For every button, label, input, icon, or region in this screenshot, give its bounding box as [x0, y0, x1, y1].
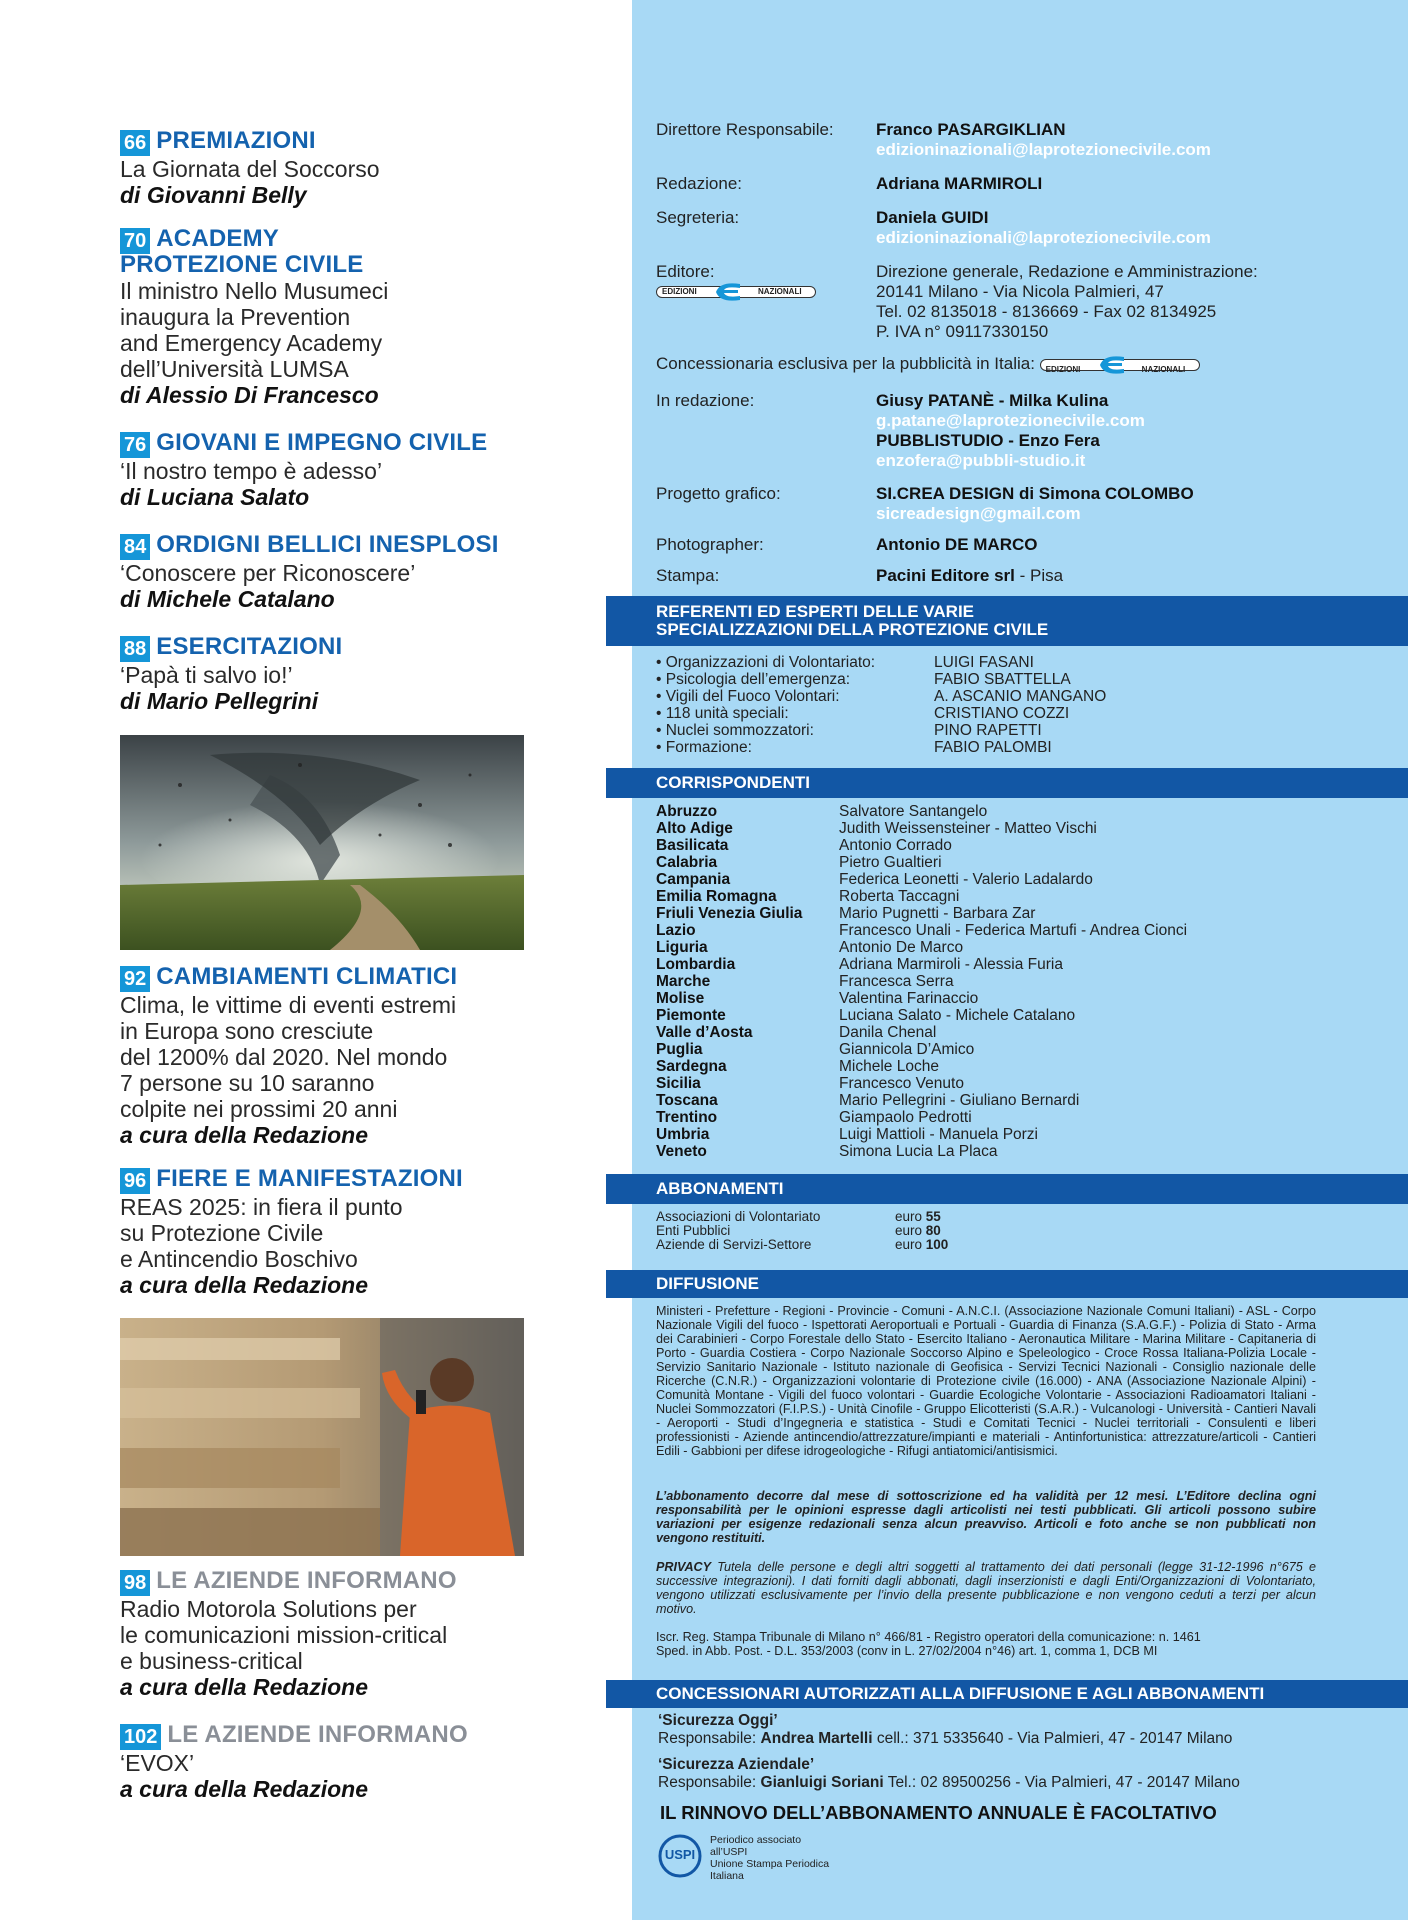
toc-entry-title: LE AZIENDE INFORMANO — [167, 1721, 468, 1748]
toc-entry-description: del 1200% dal 2020. Nel mondo — [120, 1044, 448, 1070]
toc-entry-description: su Protezione Civile — [120, 1220, 324, 1246]
toc-entry-description: 7 persone su 10 saranno — [120, 1070, 375, 1096]
toc-entry[interactable] — [120, 1722, 540, 1802]
toc-entry-description: le comunicazioni mission-critical — [120, 1622, 448, 1648]
inredazione-email2[interactable]: enzofera@pubbli-studio.it — [876, 451, 1086, 470]
toc-entry-title: ACADEMY — [156, 225, 279, 252]
referente-area: • Vigili del Fuoco Volontari: — [656, 688, 840, 705]
corrispondente-name: Luigi Mattioli - Manuela Porzi — [839, 1126, 1039, 1143]
toc-entry-heading — [120, 1722, 540, 1750]
direttore-label: Direttore Responsabile: — [656, 120, 834, 139]
toc-entry-heading — [120, 1568, 540, 1596]
corrispondente-name: Antonio Corrado — [839, 837, 952, 854]
corrispondente-region: Abruzzo — [656, 803, 718, 820]
referente-name: FABIO PALOMBI — [934, 739, 1052, 756]
corrispondente-name: Federica Leonetti - Valerio Ladalardo — [839, 871, 1093, 888]
disclaimer-text: L’abbonamento decorre dal mese di sottoscrizione ed ha validità per 12 mesi. L’Editore declina ogni responsabilità per le opinioni espresse dagli articolisti nei testi pubblicati. Gli articoli possono subire variazioni per esigenze redazionali senza alcun preavviso. Articoli e foto anche se non pubblicati non vengono restituiti. — [656, 1489, 1316, 1545]
toc-entry-title: FIERE E MANIFESTAZIONI — [156, 1165, 463, 1192]
toc-entry-title: LE AZIENDE INFORMANO — [156, 1567, 457, 1594]
toc-entry-author: di Michele Catalano — [120, 586, 335, 612]
concessionari-header — [606, 1680, 1408, 1708]
storm-photo — [120, 735, 524, 950]
abbonamenti-title: ABBONAMENTI — [656, 1179, 784, 1198]
corrispondente-region: Calabria — [656, 854, 718, 871]
toc-entry-description: e business-critical — [120, 1648, 303, 1674]
editore-block — [876, 262, 1258, 342]
photographer-label: Photographer: — [656, 535, 764, 554]
corrispondente-region: Alto Adige — [656, 820, 733, 837]
progetto-block — [876, 484, 1194, 524]
toc-entry[interactable] — [120, 226, 540, 408]
concessionario-contact: Tel.: 02 89500256 - Via Palmieri, 47 - 20147 Milano — [883, 1774, 1240, 1791]
concessionari-title: CONCESSIONARI AUTORIZZATI ALLA DIFFUSIONE E AGLI ABBONAMENTI — [656, 1684, 1265, 1703]
segreteria-email[interactable]: edizioninazionali@laprotezionecivile.com — [876, 228, 1211, 247]
direttore-block — [876, 120, 1211, 160]
uspi-line: Italiana — [710, 1870, 744, 1882]
toc-entry-title: ORDIGNI BELLICI INESPLOSI — [156, 531, 499, 558]
diffusione-header — [606, 1270, 1408, 1298]
page-number-badge: 102 — [120, 1724, 161, 1750]
page-number-badge: 70 — [120, 228, 150, 254]
corrispondente-region: Veneto — [656, 1143, 707, 1160]
redazione-name: Adriana MARMIROLI — [876, 174, 1043, 193]
toc-entry-heading — [120, 430, 540, 458]
toc-entry-author: di Giovanni Belly — [120, 182, 307, 208]
abbonamento-price — [895, 1238, 948, 1252]
toc-entry-heading — [120, 128, 540, 156]
toc-entry-author: a cura della Redazione — [120, 1776, 368, 1802]
concessionario-2 — [658, 1756, 1240, 1792]
referenti-title-line1: REFERENTI ED ESPERTI DELLE VARIE — [656, 602, 975, 621]
corrispondente-region: Emilia Romagna — [656, 888, 777, 905]
redazione-block — [876, 174, 1042, 194]
editore-logo — [656, 283, 820, 301]
price-value: 100 — [925, 1237, 949, 1252]
referente-name: CRISTIANO COZZI — [934, 705, 1070, 722]
concessionario-1 — [658, 1712, 1232, 1748]
concessionaria-logo — [1040, 356, 1204, 374]
corrispondente-name: Roberta Taccagni — [839, 888, 960, 905]
toc-entry-title: ESERCITAZIONI — [156, 633, 343, 660]
corrispondente-region: Lombardia — [656, 956, 736, 973]
abbonamenti-prices — [895, 1210, 948, 1252]
corrispondenti-header — [606, 768, 1408, 798]
toc-entry-description: ‘EVOX’ — [120, 1750, 195, 1776]
direttore-email[interactable]: edizioninazionali@laprotezionecivile.com — [876, 140, 1211, 159]
abbonamento-price — [895, 1224, 948, 1238]
corrispondente-region: Basilicata — [656, 837, 729, 854]
toc-entry-author: di Alessio Di Francesco — [120, 382, 379, 408]
progetto-name: SI.CREA DESIGN di Simona COLOMBO — [876, 484, 1194, 503]
price-value: 55 — [925, 1209, 941, 1224]
toc-entry-title: CAMBIAMENTI CLIMATICI — [156, 963, 458, 990]
abbonamento-type: Associazioni di Volontariato — [656, 1209, 821, 1224]
referente-area: • Psicologia dell’emergenza: — [656, 671, 851, 688]
corrispondente-region: Campania — [656, 871, 731, 888]
toc-entry-author: a cura della Redazione — [120, 1674, 368, 1700]
toc-entry-description: ‘Conoscere per Riconoscere’ — [120, 560, 416, 586]
uspi-line: Unione Stampa Periodica — [710, 1858, 830, 1870]
editore-line: Direzione generale, Redazione e Amministrazione: — [876, 262, 1258, 281]
corrispondente-name: Mario Pellegrini - Giuliano Bernardi — [839, 1092, 1080, 1109]
toc-entry-description: ‘Papà ti salvo io!’ — [120, 662, 293, 688]
corrispondente-region: Trentino — [656, 1109, 718, 1126]
progetto-label: Progetto grafico: — [656, 484, 781, 503]
page-number-badge: 92 — [120, 966, 150, 992]
toc-entry-description: La Giornata del Soccorso — [120, 156, 380, 182]
toc-entry-title: PROTEZIONE CIVILE — [120, 251, 364, 278]
toc-entry-description: dell’Università LUMSA — [120, 356, 349, 382]
toc-entry-heading — [120, 532, 540, 560]
toc-entry-author: a cura della Redazione — [120, 1272, 368, 1298]
referenti-header — [606, 596, 1408, 646]
corrispondente-name: Giampaolo Pedrotti — [839, 1109, 972, 1126]
abbonamento-price — [895, 1210, 948, 1224]
toc-entry[interactable] — [120, 1568, 540, 1700]
abbonamenti-keys — [656, 1210, 820, 1252]
abbonamento-type: Aziende di Servizi-Settore — [656, 1237, 812, 1252]
toc-entry-heading — [120, 226, 540, 278]
referente-area: • Formazione: — [656, 739, 752, 756]
logo-text-right: NAZIONALI — [758, 287, 802, 296]
stampa-city: - Pisa — [1014, 566, 1064, 585]
corrispondente-name: Francesco Unali - Federica Martufi - Andrea Cionci — [839, 922, 1188, 939]
toc-entry[interactable] — [120, 430, 540, 510]
toc-entry-description: in Europa sono cresciute — [120, 1018, 374, 1044]
logo-text-left: EDIZIONI — [1045, 364, 1081, 374]
corrispondente-region: Piemonte — [656, 1007, 726, 1024]
referenti-title-line2: SPECIALIZZAZIONI DELLA PROTEZIONE CIVILE — [656, 620, 1049, 639]
privacy-body: Tutela delle persone e degli altri soggetti al trattamento dei dati personali (legge 31-12-1996 n°675 e successive integrazioni). I dati forniti dagli abbonati, dagli inserzionisti e dagli Enti/Organizzazioni di Volontariato, vengono utilizzati esclusivamente per l’invio della presente pubblicazione e non vengono ceduti a terzi per alcun motivo. — [656, 1560, 1316, 1616]
toc-entry-author: a cura della Redazione — [120, 1122, 368, 1148]
corrispondenti-regions — [656, 803, 802, 1160]
privacy-label: PRIVACY — [656, 1560, 712, 1574]
referente-name: PINO RAPETTI — [934, 722, 1042, 739]
diffusione-title: DIFFUSIONE — [656, 1274, 759, 1293]
corrispondente-name: Adriana Marmiroli - Alessia Furia — [839, 956, 1063, 973]
concessionario-name: ‘Sicurezza Aziendale’ — [658, 1756, 815, 1773]
referente-name: LUIGI FASANI — [934, 654, 1034, 671]
referente-area: • Nuclei sommozzatori: — [656, 722, 814, 739]
segreteria-label: Segreteria: — [656, 208, 740, 227]
toc-entry[interactable] — [120, 634, 540, 714]
concessionaria-label: Concessionaria esclusiva per la pubblicità in Italia: — [656, 354, 1035, 373]
uspi-text — [710, 1834, 829, 1882]
toc-entry-description: Il ministro Nello Musumeci — [120, 278, 389, 304]
toc-entry-title: PREMIAZIONI — [156, 127, 316, 154]
price-value: 80 — [925, 1223, 941, 1238]
referente-area: • 118 unità speciali: — [656, 705, 789, 722]
page-number-badge: 66 — [120, 130, 150, 156]
corrispondente-name: Giannicola D’Amico — [839, 1041, 975, 1058]
concessionaria-line — [656, 354, 1204, 374]
inredazione-email1[interactable]: g.patane@laprotezionecivile.com — [876, 411, 1145, 430]
inredazione-name1: Giusy PATANÈ - Milka Kulina — [876, 391, 1109, 410]
concessionario-person: Andrea Martelli — [760, 1730, 873, 1747]
toc-entry-description: ‘Il nostro tempo è adesso’ — [120, 458, 383, 484]
corrispondente-name: Judith Weissensteiner - Matteo Vischi — [839, 820, 1097, 837]
corrispondenti-names — [839, 803, 1187, 1160]
corrispondente-region: Sardegna — [656, 1058, 727, 1075]
abbonamento-type: Enti Pubblici — [656, 1223, 731, 1238]
logo-text-left: EDIZIONI — [662, 287, 697, 296]
referenti-values — [934, 654, 1106, 756]
page-number-badge: 98 — [120, 1570, 150, 1596]
toc-entry[interactable] — [120, 532, 540, 612]
corrispondente-region: Valle d’Aosta — [656, 1024, 753, 1041]
inredazione-name2: PUBBLISTUDIO - Enzo Fera — [876, 431, 1100, 450]
toc-entry-description: Clima, le vittime di eventi estremi — [120, 992, 457, 1018]
corrispondente-name: Francesca Serra — [839, 973, 954, 990]
corrispondente-name: Salvatore Santangelo — [839, 803, 988, 820]
page-number-badge: 76 — [120, 432, 150, 458]
uspi-logo — [658, 1834, 702, 1878]
corrispondente-name: Simona Lucia La Placa — [839, 1143, 998, 1160]
registration-text — [656, 1630, 1316, 1658]
referenti-keys — [656, 654, 875, 756]
toc-entry-heading — [120, 634, 540, 662]
corrispondente-region: Marche — [656, 973, 711, 990]
editore-logo-icon — [1094, 354, 1134, 376]
corrispondenti-title: CORRISPONDENTI — [656, 773, 810, 792]
toc-entry-author: di Luciana Salato — [120, 484, 310, 510]
concessionario-name: ‘Sicurezza Oggi’ — [658, 1712, 778, 1729]
corrispondente-name: Francesco Venuto — [839, 1075, 964, 1092]
page-number-badge: 84 — [120, 534, 150, 560]
toc-entry-heading — [120, 1166, 540, 1194]
toc-entry-heading — [120, 964, 540, 992]
editore-line: P. IVA n° 09117330150 — [876, 322, 1049, 341]
corrispondente-region: Lazio — [656, 922, 696, 939]
uspi-line: Periodico associato — [710, 1834, 802, 1846]
toc-entry[interactable] — [120, 964, 540, 1148]
currency-label: euro — [895, 1223, 926, 1238]
corrispondente-name: Danila Chenal — [839, 1024, 937, 1041]
toc-entry-author: di Mario Pellegrini — [120, 688, 319, 714]
photographer-name: Antonio DE MARCO — [876, 535, 1038, 554]
toc-entry-title: GIOVANI E IMPEGNO CIVILE — [156, 429, 488, 456]
corrispondente-name: Antonio De Marco — [839, 939, 964, 956]
editore-line: Tel. 02 8135018 - 8136669 - Fax 02 8134925 — [876, 302, 1217, 321]
corrispondente-name: Luciana Salato - Michele Catalano — [839, 1007, 1076, 1024]
corrispondente-region: Umbria — [656, 1126, 710, 1143]
photographer-block — [876, 535, 1037, 555]
logo-text-right: NAZIONALI — [1141, 364, 1186, 374]
currency-label: euro — [895, 1237, 926, 1252]
corrispondente-region: Sicilia — [656, 1075, 701, 1092]
stampa-block — [876, 566, 1063, 586]
referente-name: A. ASCANIO MANGANO — [934, 688, 1107, 705]
concessionario-contact: cell.: 371 5335640 - Via Palmieri, 47 - 20147 Milano — [872, 1730, 1233, 1747]
registration-line: Sped. in Abb. Post. - D.L. 353/2003 (conv in L. 27/02/2004 n°46) art. 1, comma 1, DCB MI — [656, 1644, 1158, 1658]
toc-entry-description: e Antincendio Boschivo — [120, 1246, 358, 1272]
referente-name: FABIO SBATTELLA — [934, 671, 1071, 688]
referente-area: • Organizzazioni di Volontariato: — [656, 654, 876, 671]
redazione-label: Redazione: — [656, 174, 743, 193]
currency-label: euro — [895, 1209, 926, 1224]
progetto-email[interactable]: sicreadesign@gmail.com — [876, 504, 1081, 523]
editore-label: Editore: — [656, 262, 715, 281]
editore-line: 20141 Milano - Via Nicola Palmieri, 47 — [876, 282, 1164, 301]
registration-line: Iscr. Reg. Stampa Tribunale di Milano n° 466/81 - Registro operatori della comunicazione: n. 1461 — [656, 1630, 1201, 1644]
toc-entry-description: Radio Motorola Solutions per — [120, 1596, 417, 1622]
segreteria-block — [876, 208, 1211, 248]
rinnovo-notice: IL RINNOVO DELL’ABBONAMENTO ANNUALE È FACOLTATIVO — [660, 1802, 1217, 1823]
toc-entry-description: inaugura la Prevention — [120, 304, 351, 330]
corrispondente-name: Pietro Gualtieri — [839, 854, 942, 871]
toc-entry-description: colpite nei prossimi 20 anni — [120, 1096, 398, 1122]
privacy-text — [656, 1560, 1316, 1616]
uspi-logo-text: USPI — [664, 1847, 696, 1862]
corrispondente-name: Valentina Farinaccio — [839, 990, 979, 1007]
segreteria-name: Daniela GUIDI — [876, 208, 989, 227]
direttore-name: Franco PASARGIKLIAN — [876, 120, 1066, 139]
corrispondente-region: Friuli Venezia Giulia — [656, 905, 803, 922]
diffusione-text: Ministeri - Prefetture - Regioni - Provincie - Comuni - A.N.C.I. (Associazione Nazionale Comuni Italiani) - ASL - Corpo Nazionale Vigili del fuoco - Ispettorati Aeroportuali e Portuali - Guardia di Finanza (S.A.G.F.) - Polizia di Stato - Arma dei Carabinieri - Corpo Forestale dello Stato - Esercito Italiano - Aeronautica Militare - Marina Militare - Capitaneria di Porto - Guardia Costiera - Corpo Nazionale Soccorso Alpino e Speleologico - Croce Rossa Italiana-Polizia Locale - Servizio Sanitario Nazionale - Istituto nazionale di Geofisica - Servizi Tecnici Nazionali - Consiglio nazionale delle Ricerche (C.N.R.) - Organizzazioni volontarie di Protezione civile (16.000) - ANA (Associazione Nazionale Alpini) - Comunità Montane - Vigili del fuoco volontari - Guardie Ecologiche Volontarie - Associazioni Radioamatori Italiani - Nuclei Sommozzatori (F.I.P.S.) - Unità Cinofile - Gruppo Elicotteristi (S.A.R.) - Vulcanologi - Università - Cantieri Navali - Aeroporti - Studi d’Ingegneria e statistica - Studi e Comitati Tecnici - Nuclei territoriali - Consulenti e liberi professionisti - Aziende antincendio/attrezzature/impianti e materiali - Antinfortunistica: attrezzature/articoli - Cantieri Edili - Gabbioni per difese idrogeologiche - Rifugi antiatomici/antisismici. — [656, 1304, 1316, 1458]
corrispondente-name: Mario Pugnetti - Barbara Zar — [839, 905, 1036, 922]
toc-entry-description: REAS 2025: in fiera il punto — [120, 1194, 403, 1220]
corrispondente-region: Puglia — [656, 1041, 703, 1058]
stampa-label: Stampa: — [656, 566, 720, 585]
corrispondente-region: Molise — [656, 990, 705, 1007]
corrispondente-name: Michele Loche — [839, 1058, 939, 1075]
page-number-badge: 96 — [120, 1168, 150, 1194]
editore-logo-icon — [710, 281, 750, 303]
concessionario-resp-label: Responsabile: — [658, 1774, 761, 1791]
abbonamenti-header — [606, 1174, 1408, 1204]
page-number-badge: 88 — [120, 636, 150, 662]
toc-entry-description: and Emergency Academy — [120, 330, 383, 356]
inredazione-block — [876, 391, 1145, 471]
stampa-name: Pacini Editore srl — [876, 566, 1015, 585]
corrispondente-region: Toscana — [656, 1092, 718, 1109]
toc-entry[interactable] — [120, 1166, 540, 1298]
concessionario-resp-label: Responsabile: — [658, 1730, 761, 1747]
corrispondente-region: Liguria — [656, 939, 708, 956]
uspi-line: all’USPI — [710, 1846, 748, 1858]
warehouse-worker-photo — [120, 1318, 524, 1556]
inredazione-label: In redazione: — [656, 391, 755, 410]
concessionario-person: Gianluigi Soriani — [760, 1774, 884, 1791]
toc-entry[interactable] — [120, 128, 540, 208]
